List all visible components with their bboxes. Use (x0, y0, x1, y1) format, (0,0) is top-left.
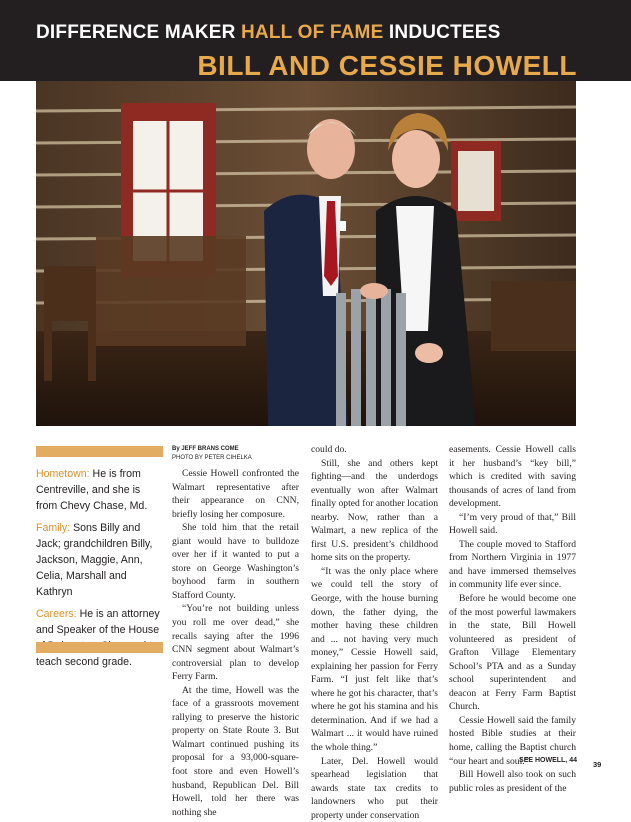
sidebar-rule-bottom (36, 642, 163, 653)
continued-jump: SEE HOWELL, 44 (519, 757, 577, 764)
paragraph: She told him that the retail giant would have to bulldoze over her if it wanted to put a store on George Washington’s boyhood farm in southern Stafford County. (172, 522, 299, 601)
paragraph: “You’re not building unless you roll me over dead,” she recalls saying after the 1996 CNN segment about Walmart’s controversial plan to develop Ferry Farm. (172, 603, 299, 683)
paragraph: Cessie Howell confronted the Walmart representative after their appearance on CNN, briefly losing her composure. (172, 468, 299, 520)
paragraph: At the time, Howell was the face of a grassroots movement rallying to preserve the historic property on State Route 3. But Walmart continued pushing its proposal for a 93,000-square-foot store and even Howell’s husband, Republican Del. Bill Howell, told her there was nothing she (172, 684, 299, 818)
paragraph: could do. (311, 444, 347, 455)
article-column-1 (172, 467, 299, 819)
article-column-2 (311, 443, 438, 822)
page-number: 39 (593, 760, 602, 769)
feature-photo (36, 81, 576, 426)
paragraph: Still, she and others kept fighting—and the underdogs eventually won after Walmart finally opted for another location nearby. Now, rather than a Walmart, a new replica of the first U.S. president’s childhood home sits on the property. (311, 457, 438, 564)
paragraph: Bill Howell also took on such public roles as president of the (449, 769, 576, 794)
author-credit: By JEFF BRANS COME (172, 446, 239, 452)
page-title: BILL AND CESSIE HOWELL (197, 50, 577, 81)
fact-family: Family: Sons Billy and Jack; grandchildren Billy, Jackson, Maggie, Ann, Celia, Marshall and Kathryn (36, 522, 153, 598)
paragraph: easements. Cessie Howell calls it her husband’s “key bill,” which is credited with saving thousands of acres of land from development. (449, 444, 576, 510)
paragraph: “It was the only place where we could tell the story of George, with the house burning down, the father dying, the mother having these children and ... not having very much money,” Cessie Howell said, explaining her passion for Ferry Farm. “I just felt like that’s where he got his character, that’s where he got his stamina and his determination. And if we had a Walmart ... it would have ruined the whole thing.” (311, 565, 438, 754)
paragraph: Cessie Howell said the family hosted Bible studies at their home, calling the Baptist church “our heart and soul.” (449, 714, 576, 767)
fact-hometown: Hometown: He is from Centreville, and she is from Chevy Chase, Md. (36, 468, 148, 512)
paragraph: Later, Del. Howell would spearhead legislation that awards state tax credits to landowners who put their property under conservation (311, 755, 438, 821)
paragraph: The couple moved to Stafford from Northern Virginia in 1977 and have immersed themselves in community life ever since. (449, 538, 576, 591)
paragraph: “I’m very proud of that,” Bill Howell said. (449, 511, 576, 537)
section-kicker: DIFFERENCE MAKER HALL OF FAME INDUCTEES (36, 22, 501, 43)
photo-credit: PHOTO BY PETER CIHELKA (172, 454, 252, 461)
byline (172, 445, 252, 462)
fact-careers: Careers: He is an attorney and Speaker of the House teach second grade. (36, 608, 160, 668)
article-column-3 (449, 443, 576, 795)
paragraph: Before he would become one of the most powerful lawmakers in the state, Bill Howell volunteered as president of Grafton Village Elementary School’s PTA and as a Sunday school superintendent and deacon at Ferry Farm Baptist Church. (449, 593, 576, 713)
sidebar-rule-top (36, 446, 163, 457)
